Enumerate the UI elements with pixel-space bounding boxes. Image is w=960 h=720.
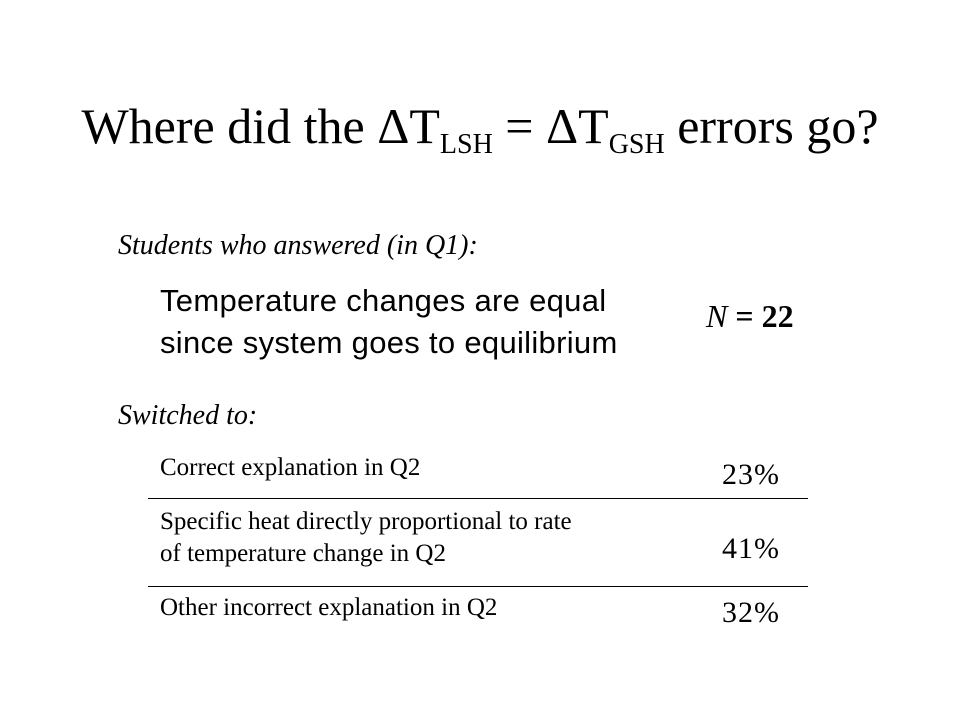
- n-count: = 22: [727, 298, 794, 334]
- explanation-label: Correct explanation in Q2: [160, 454, 421, 481]
- percent-value: 32%: [722, 596, 780, 629]
- switched-heading: Switched to:: [118, 400, 258, 431]
- q1-answer-line: Temperature changes are equal: [160, 283, 607, 318]
- explanation-label: Other incorrect explanation in Q2: [160, 594, 498, 621]
- equals-sign: =: [492, 98, 546, 154]
- delta-symbol: Δ: [546, 98, 579, 154]
- gsh-subscript: GSH: [608, 129, 665, 160]
- delta-symbol: Δ: [377, 98, 410, 154]
- explanation-label: of temperature change in Q2: [160, 540, 446, 567]
- temperature-symbol: T: [409, 98, 440, 154]
- slide-title: [0, 96, 960, 160]
- lsh-subscript: LSH: [439, 129, 493, 160]
- students-heading: Students who answered (in Q1):: [118, 230, 478, 261]
- switch-table: [148, 448, 808, 636]
- title-suffix: errors go?: [664, 98, 879, 154]
- q1-answer: [160, 280, 618, 364]
- percent-value: 23%: [722, 458, 780, 491]
- temperature-symbol: T: [578, 98, 609, 154]
- row-divider: [148, 498, 808, 499]
- title-prefix: Where did the: [81, 98, 378, 154]
- row-divider: [148, 586, 808, 587]
- percent-value: 41%: [722, 532, 780, 565]
- sample-size: [706, 298, 794, 335]
- explanation-label: Specific heat directly proportional to rate: [160, 508, 572, 535]
- n-letter: N: [706, 298, 728, 334]
- q1-answer-line: since system goes to equilibrium: [160, 325, 618, 360]
